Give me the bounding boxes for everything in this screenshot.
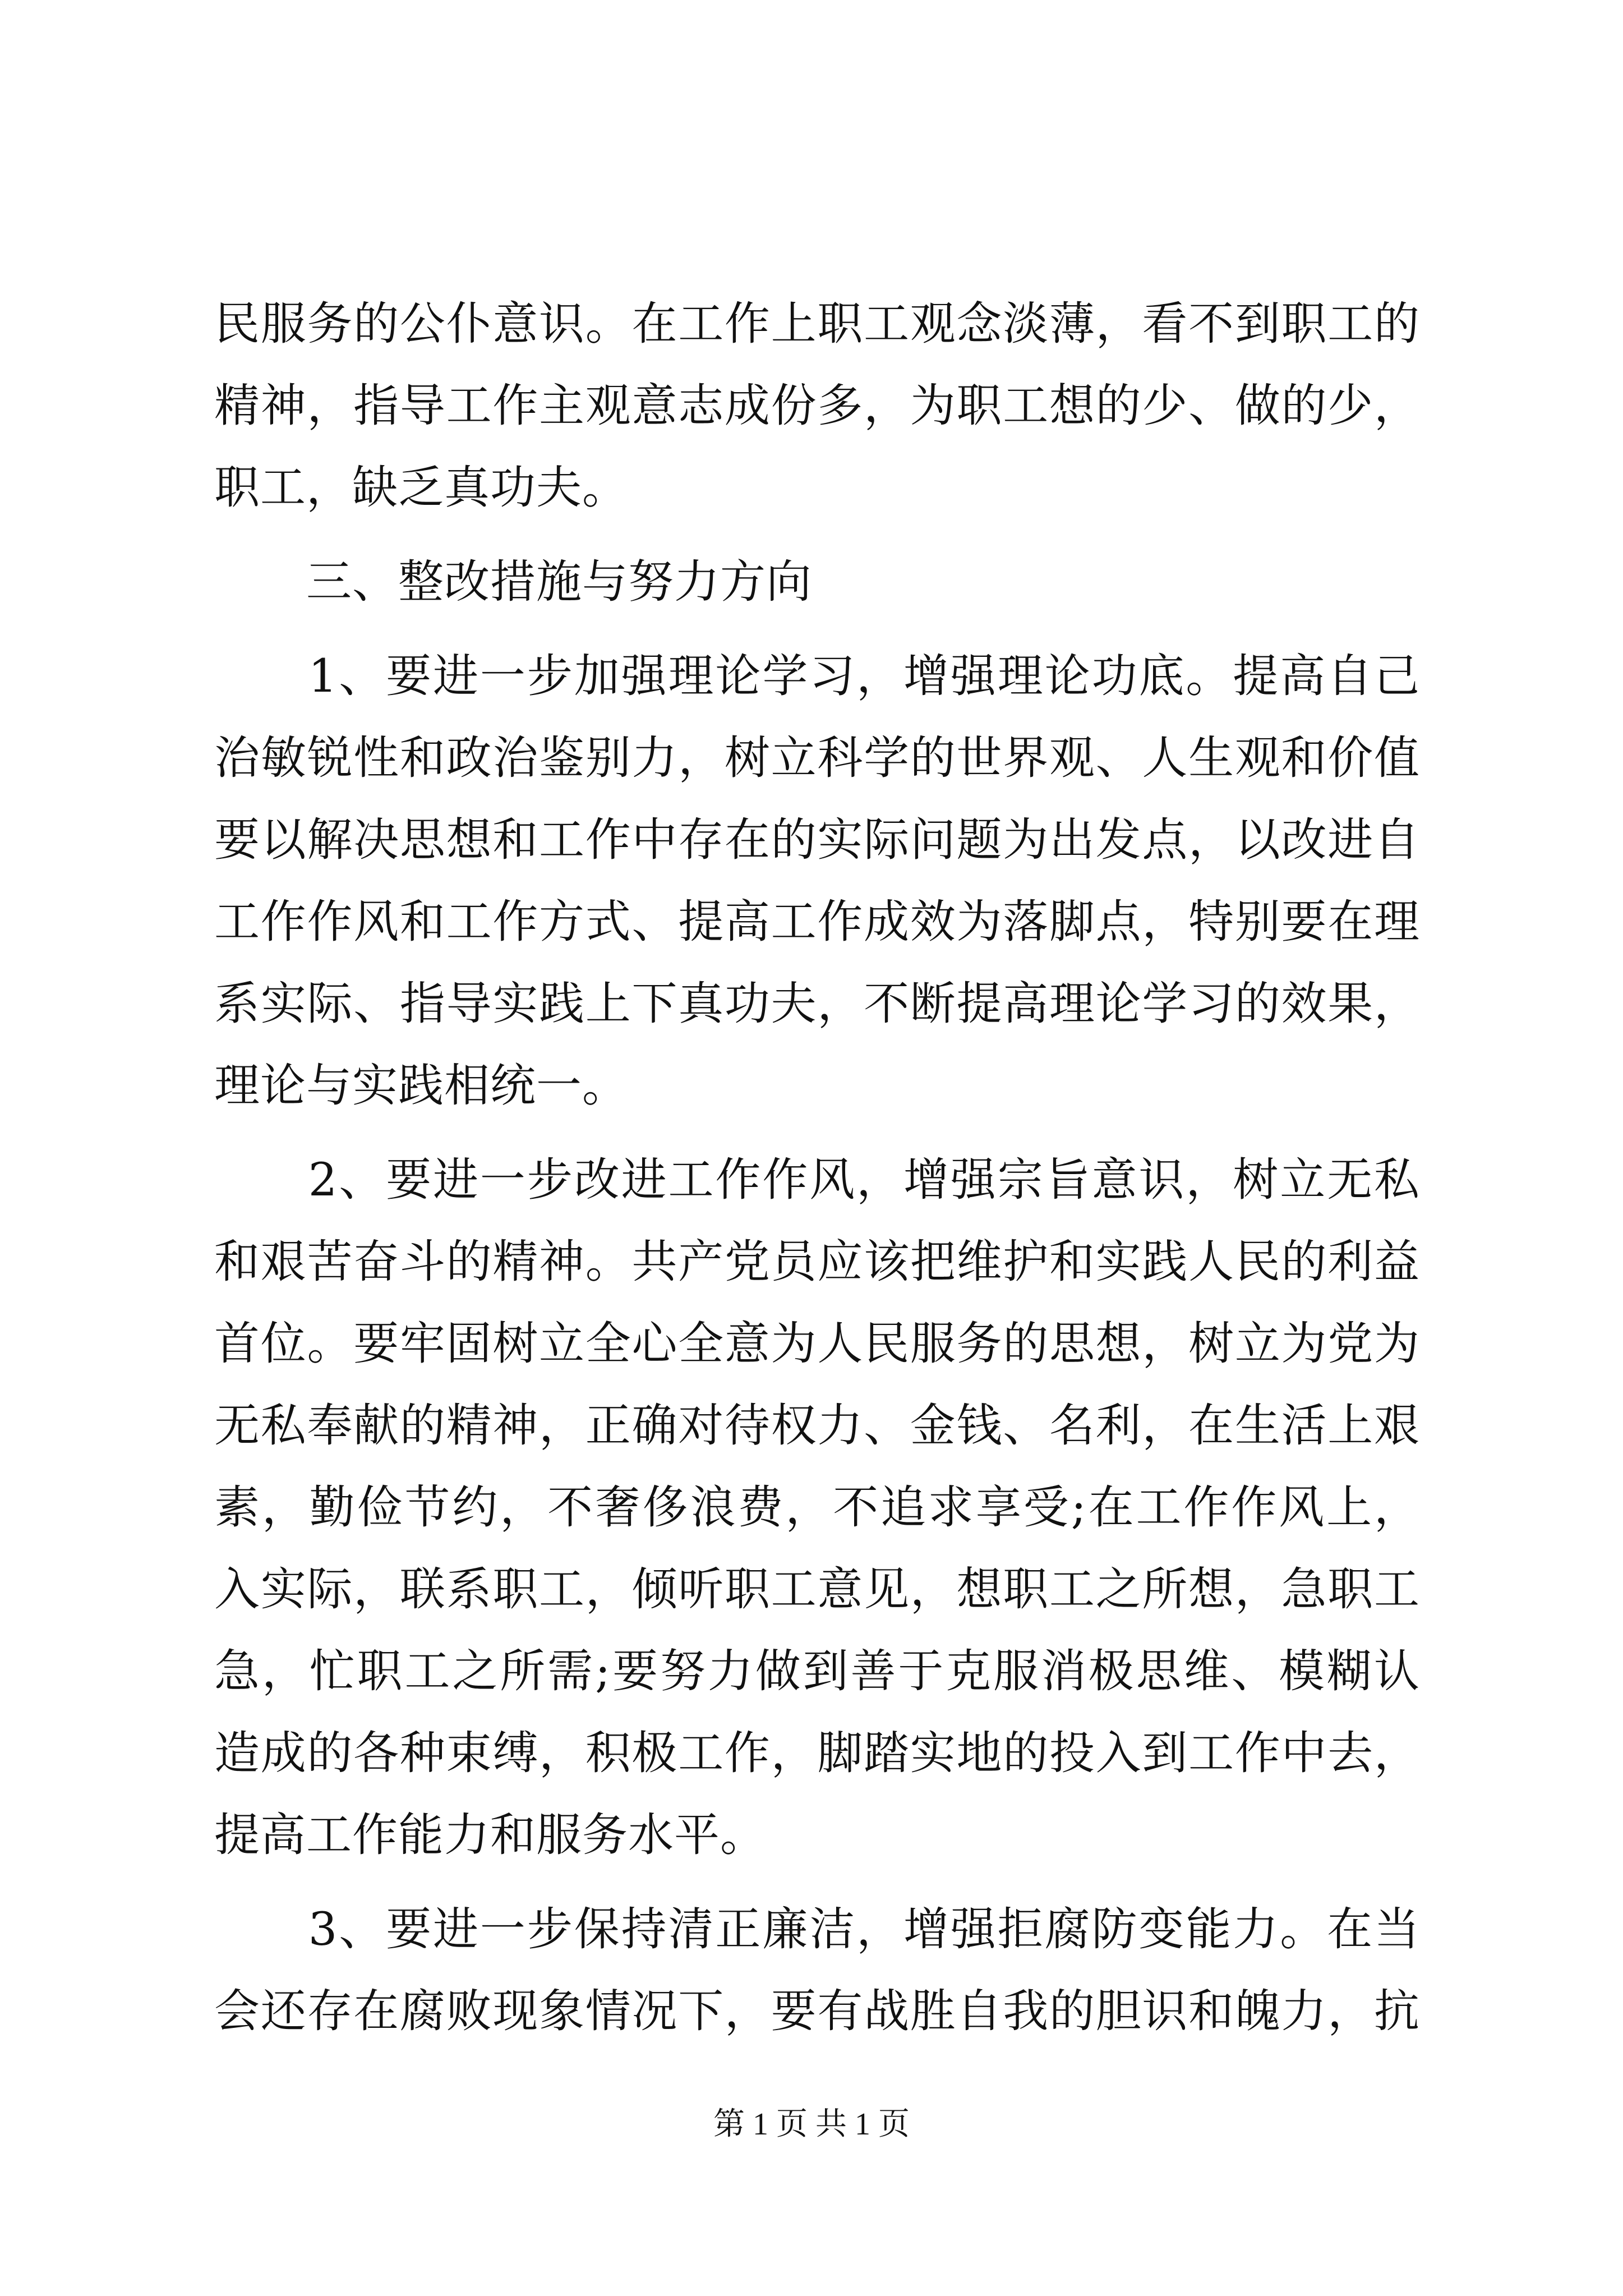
- text-line: 首位。要牢固树立全心全意为人民服务的思想，树立为党为: [214, 1318, 1420, 1370]
- paragraph: [214, 283, 1420, 529]
- text-line: 提高工作能力和服务水平。: [214, 1809, 767, 1862]
- text-line: 素，勤俭节约，不奢侈浪费，不追求享受;在工作作风上，: [214, 1481, 1420, 1534]
- text-line: 无私奉献的精神，正确对待权力、金钱、名利，在生活上艰: [214, 1400, 1420, 1452]
- paragraph: [214, 1139, 1420, 1876]
- text-line: 系实际、指导实践上下真功夫，不断提高理论学习的效果，: [214, 978, 1420, 1030]
- text-line: 精神，指导工作主观意志成份多，为职工想的少、做的少，: [214, 380, 1420, 432]
- paragraph: [214, 1889, 1420, 2053]
- page-number-label: 第 1 页 共 1 页: [713, 2107, 910, 2142]
- text-line: 会还存在腐败现象情况下，要有战胜自我的胆识和魄力，抗: [214, 1985, 1420, 2038]
- paragraph: [214, 636, 1420, 1127]
- text-line: 理论与实践相统一。: [214, 1060, 629, 1112]
- page-footer: [0, 2105, 1623, 2144]
- text-line: 工作作风和工作方式、提高工作成效为落脚点，特别要在理: [214, 896, 1420, 949]
- text-line: 三、整改措施与努力方向: [214, 556, 813, 609]
- text-line: 2、要进一步改进工作作风，增强宗旨意识，树立无私: [308, 1154, 1420, 1207]
- text-line: 3、要进一步保持清正廉洁，增强拒腐防变能力。在当: [308, 1903, 1420, 1956]
- text-line: 职工，缺乏真功夫。: [214, 462, 629, 514]
- text-line: 民服务的公仆意识。在工作上职工观念淡薄，看不到职工的: [214, 298, 1420, 351]
- document-body: [214, 283, 1420, 2053]
- text-line: 要以解决思想和工作中存在的实际问题为出发点，以改进自: [214, 814, 1420, 867]
- section-heading: [214, 541, 1420, 623]
- text-line: 急，忙职工之所需;要努力做到善于克服消极思维、模糊认: [214, 1645, 1420, 1698]
- text-line: 治敏锐性和政治鉴别力，树立科学的世界观、人生观和价值: [214, 732, 1420, 785]
- text-line: 1、要进一步加强理论学习，增强理论功底。提高自己: [308, 650, 1420, 703]
- text-line: 和艰苦奋斗的精神。共产党员应该把维护和实践人民的利益: [214, 1236, 1420, 1289]
- text-line: 造成的各种束缚，积极工作，脚踏实地的投入到工作中去，: [214, 1727, 1420, 1780]
- text-line: 入实际，联系职工，倾听职工意见，想职工之所想，急职工: [214, 1563, 1420, 1616]
